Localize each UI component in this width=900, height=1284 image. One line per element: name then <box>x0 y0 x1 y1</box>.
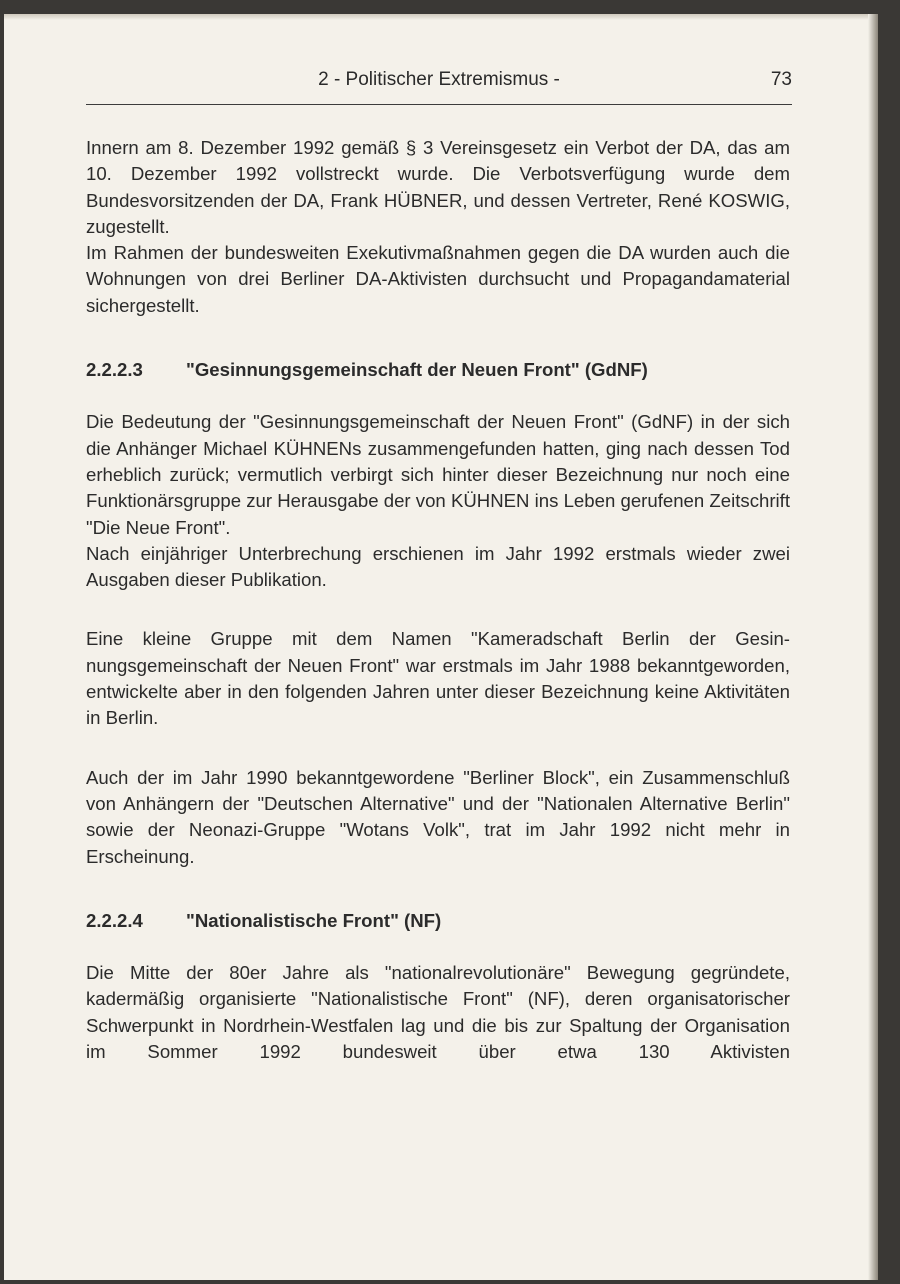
section-title: "Gesinnungsgemeinschaft der Neuen Front" (GdNF) <box>186 359 648 381</box>
page-number: 73 <box>770 69 792 90</box>
header-title: 2 - Politischer Extremismus - <box>318 69 560 90</box>
running-header <box>86 68 792 100</box>
section-title: "Nationalistische Front" (NF) <box>186 909 442 931</box>
header-rule <box>86 104 792 105</box>
paragraph: Eine kleine Gruppe mit dem Namen "Kameradschaft Berlin der Gesinnungsgemeinschaft der Neuen Front" war erstmals im Jahr 1988 bekanntgeworden, entwickelte aber in den folgenden Jahren unter dieser Bezeichnung keine Aktivitäten in Berlin. <box>86 628 790 729</box>
paragraph: Die Bedeutung der "Gesinnungsgemeinschaft der Neuen Front" (GdNF) in der sich die Anhänger Michael KÜHNENs zusammengefunden hatten, ging nach dessen Tod erheblich zurück; vermutlich verbirgt sich hinter dieser Bezeichnung nur noch eine Funktionärsgruppe zur Herausgabe der von KÜHNEN ins Leben gerufenen Zeitschrift "Die Neue Front". <box>86 411 790 538</box>
section-heading <box>86 357 790 383</box>
page-spine-shadow <box>868 14 878 1280</box>
paragraph: Die Mitte der 80er Jahre als "nationalrevolutionäre" Bewegung gegründete, kadermäßig organisierte "Nationalistische Front" (NF), deren organisatorischer Schwerpunkt in Nordrhein-Westfalen lag und die bis zur Spaltung der Organisation im Sommer 1992 bundesweit über etwa 130 Aktivisten <box>86 962 790 1063</box>
paragraph: Im Rahmen der bundesweiten Exekutivmaßnahmen gegen die DA wurden auch die Wohnungen von drei Berliner DA-Aktivisten durchsucht und Propagandamaterial sichergestellt. <box>86 242 790 316</box>
paragraph: Nach einjähriger Unterbrechung erschienen im Jahr 1992 erstmals wieder zwei Ausgaben dieser Publikation. <box>86 542 790 591</box>
paragraph: Innern am 8. Dezember 1992 gemäß § 3 Vereinsgesetz ein Verbot der DA, das am 10. Dezember 1992 vollstreckt wurde. Die Verbotsverfügung wurde dem Bundesvorsitzenden der DA, Frank HÜBNER, und dessen Vertreter, René KOSWIG, zugestellt. <box>86 137 790 237</box>
document-page <box>4 14 878 1280</box>
section-heading <box>86 908 790 934</box>
section-number: 2.2.2.4 <box>86 909 143 931</box>
section-number: 2.2.2.3 <box>86 359 143 381</box>
paragraph: Auch der im Jahr 1990 bekanntgewordene "Berliner Block", ein Zusammenschluß von Anhängern der "Deutschen Alternative" und der "Nationalen Alternative Berlin" sowie der Neonazi-Gruppe "Wotans Volk", trat im Jahr 1992 nicht mehr in Erscheinung. <box>86 766 790 867</box>
page-edge-shadow <box>4 14 878 20</box>
body-text <box>86 135 790 1065</box>
